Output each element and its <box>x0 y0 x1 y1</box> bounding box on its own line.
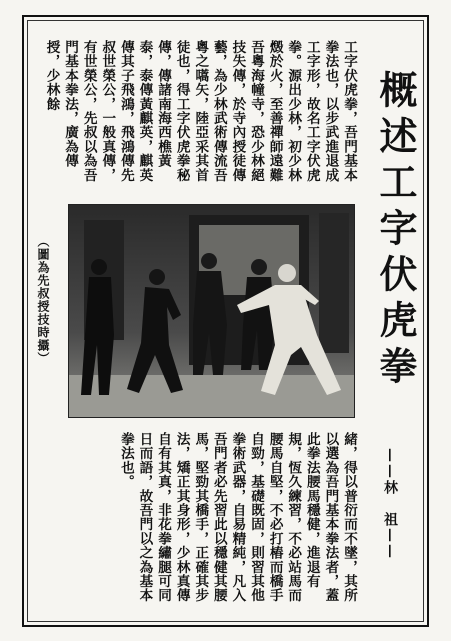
article-author: ——林 祖—— <box>382 448 398 560</box>
article-body-bottom: 緒，得以普衍而不墜，其所以選為吾門基本拳法者，蓋此拳法腰馬穩健，進退有規，恆久練習，不必站馬而腰馬自堅，不必打樁而橋手自勁，基礎既固，則習其他拳術武器，自易精純，凡入吾門者必先習此以穩健其腰馬，堅勁其橋手，正確其步法，矯正其身形，少林真傳自有其真，非花拳繡腿可同日而語，故吾門以之為基本拳法也。 <box>117 432 357 603</box>
photo-caption: （圖為先叔授技時攝） <box>36 235 50 365</box>
photo-illustration <box>69 205 354 417</box>
kung-fu-photo <box>68 204 355 418</box>
article-title: 概述工字伏虎拳 <box>373 70 418 392</box>
article-body-top: 工字伏虎拳，吾門基本拳法也，以步武進退成工字形，故名工字伏虎拳。源出少林，初少林燬於火，至善禪師遠難吾粵海幢寺，恐少林絕技失傳，於寺內授徒傳藝，為少林武術傳流吾粵之嚆矢，陸亞采其首徒也，得工字伏虎拳秘傳，傳諸南海西樵黃泰，泰傳黃麒英，麒英傳其子飛鴻，飛鴻傳先叔世榮公，一般真傳，有世榮公，先叔以為吾門基本拳法，廣為傳授，少林餘 <box>43 40 357 182</box>
